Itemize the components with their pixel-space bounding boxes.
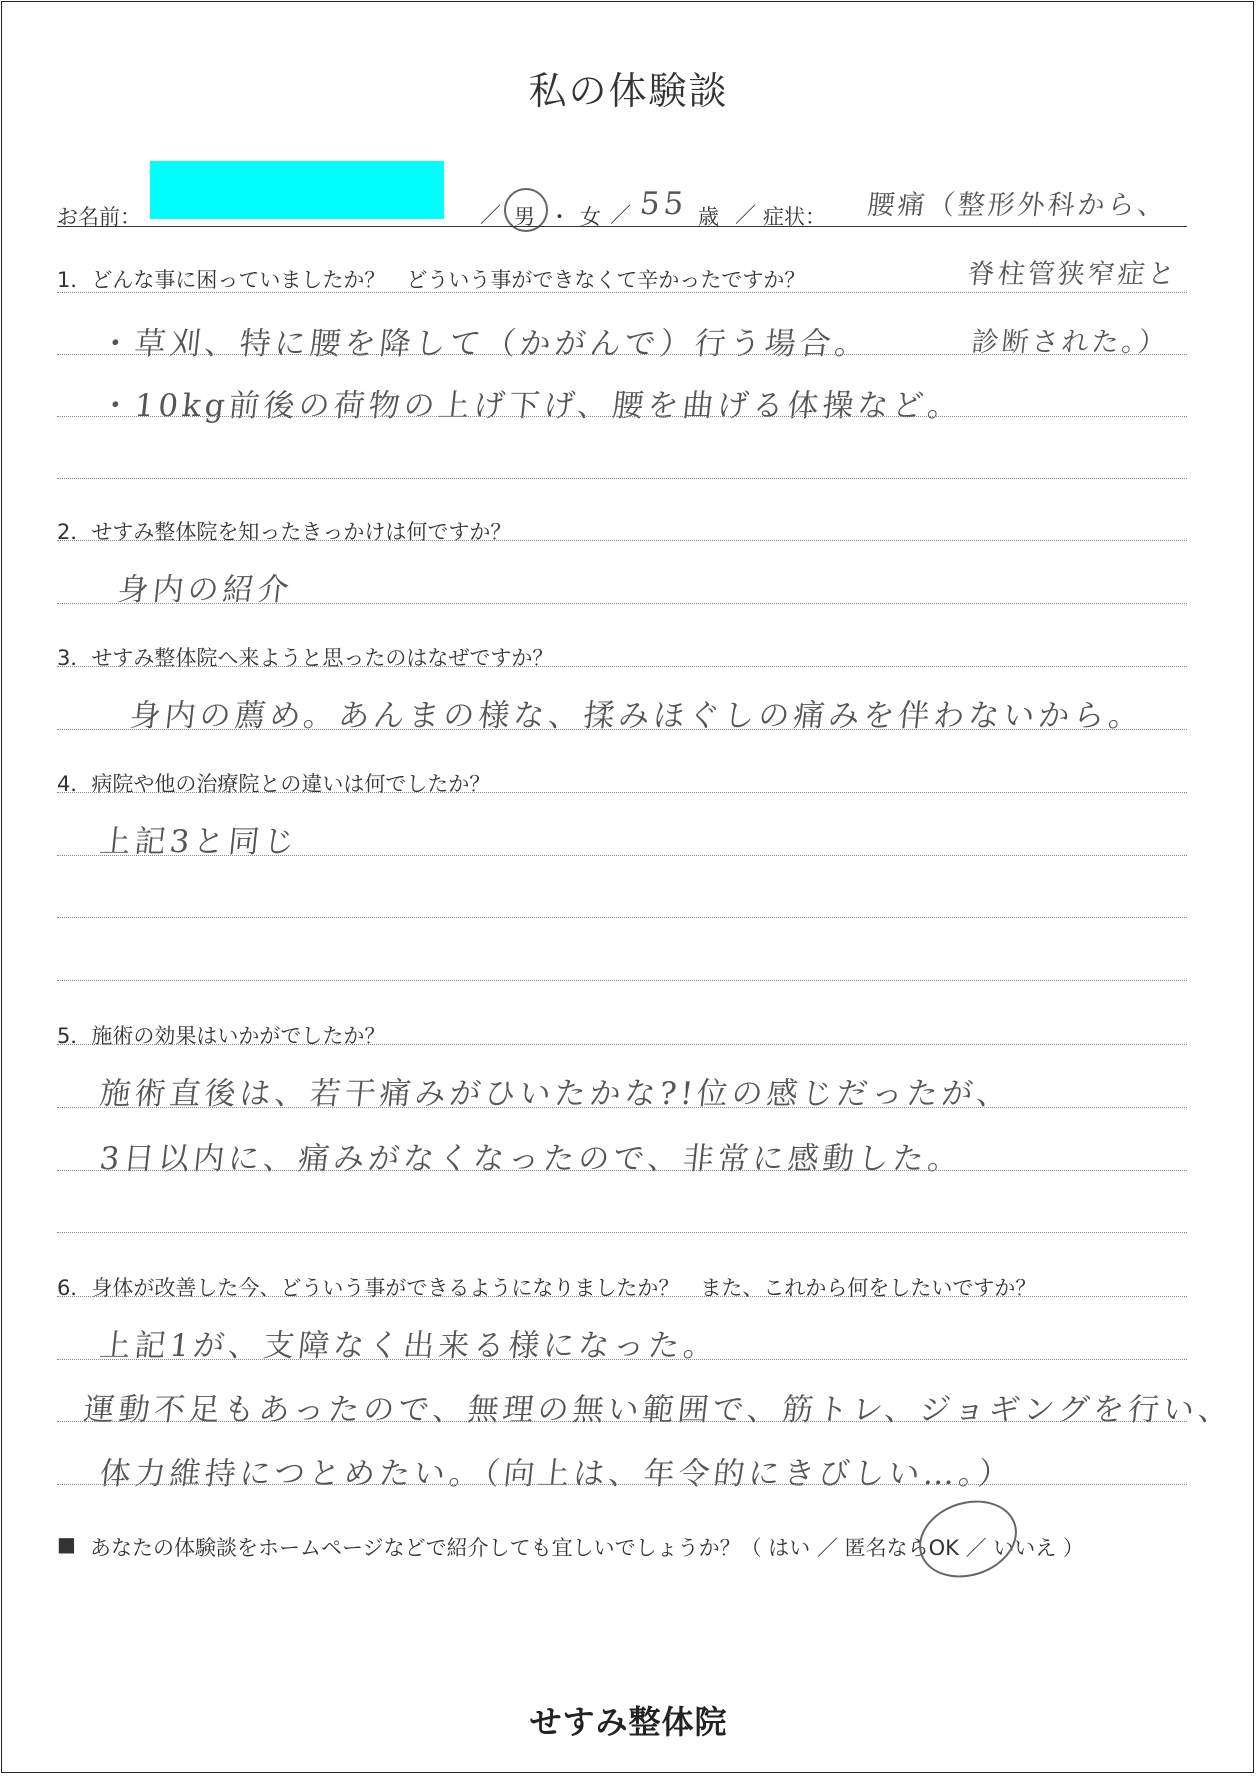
writing-line	[57, 292, 1187, 293]
consent-square: ■	[57, 1532, 76, 1556]
answer-1-line1: ・草刈、特に腰を降して（かがんで）行う場合。	[97, 326, 872, 362]
writing-line	[57, 1232, 1187, 1233]
writing-line	[57, 792, 1187, 793]
answer-5-line1: 施術直後は、若干痛みがひいたかな?!位の感じだったが、	[97, 1076, 1014, 1112]
separator: ／	[735, 203, 756, 227]
name-label: お名前：	[57, 205, 141, 229]
question-6: 6．身体が改善した今、どういう事ができるようになりましたか？ また、これから何をしたいですか？	[57, 1276, 1037, 1300]
answer-3-line1: 身内の薦め。あんまの様な、揉みほぐしの痛みを伴わないから。	[127, 698, 1146, 734]
answer-6-line1: 上記1が、支障なく出来る様になった。	[97, 1328, 721, 1364]
page-title: 私の体験談	[528, 69, 729, 113]
symptom-label: 症状：	[763, 205, 826, 229]
answer-6-line2: 運動不足もあったので、無理の無い範囲で、筋トレ、ジョギングを行い、	[81, 1392, 1235, 1428]
question-3: 3．せすみ整体院へ来ようと思ったのはなぜですか？	[57, 646, 554, 670]
answer-1-line2: ・10kg前後の荷物の上げ下げ、腰を曲げる体操など。	[97, 388, 965, 424]
writing-line	[57, 1484, 1187, 1485]
question-2: 2．せすみ整体院を知ったきっかけは何ですか？	[57, 520, 512, 544]
writing-line	[57, 354, 1187, 355]
separator: ／	[610, 203, 631, 227]
consent-text: あなたの体験談をホームページなどで紹介しても宜しいでしょうか？（ はい ／ 匿名ならOK ／ いいえ ）	[90, 1536, 1084, 1560]
gender-dot: ・	[549, 205, 570, 229]
writing-line	[57, 729, 1187, 730]
age-value: 55	[638, 186, 690, 222]
writing-line	[57, 540, 1187, 541]
writing-line	[57, 980, 1187, 981]
writing-line	[57, 1421, 1187, 1422]
writing-line	[57, 603, 1187, 604]
clinic-name: せすみ整体院	[529, 1703, 728, 1741]
writing-line	[57, 1044, 1187, 1045]
writing-line	[57, 1296, 1187, 1297]
writing-line	[57, 1170, 1187, 1171]
answer-6-line3: 体力維持につとめたい。（向上は、年令的にきびしい…。）	[97, 1456, 1015, 1492]
answer-2-line1: 身内の紹介	[115, 572, 295, 608]
answer-5-line2: 3日以内に、痛みがなくなったので、非常に感動した。	[97, 1141, 965, 1177]
gender-female: 女	[580, 205, 601, 229]
writing-line	[57, 478, 1187, 479]
redacted-name	[150, 161, 444, 219]
writing-line	[57, 855, 1187, 856]
symptom-line3: 診断された。）	[970, 327, 1170, 358]
separator: ／	[480, 203, 501, 227]
symptom-line1: 腰痛（整形外科から、	[866, 190, 1170, 221]
writing-line	[57, 1107, 1187, 1108]
age-unit: 歳	[698, 205, 719, 229]
symptom-line2: 脊柱管狭窄症と	[966, 259, 1180, 290]
question-1: 1．どんな事に困っていましたか？ どういう事ができなくて辛かったですか？	[57, 268, 806, 292]
question-4: 4．病院や他の治療院との違いは何でしたか？	[57, 772, 491, 796]
writing-line	[57, 666, 1187, 667]
writing-line	[57, 1359, 1187, 1360]
question-5: 5．施術の効果はいかがでしたか？	[57, 1024, 386, 1048]
gender-male: 男	[514, 205, 535, 229]
writing-line	[57, 917, 1187, 918]
header-underline	[57, 226, 1187, 227]
answer-4-line1: 上記3と同じ	[97, 824, 301, 860]
writing-line	[57, 416, 1187, 417]
